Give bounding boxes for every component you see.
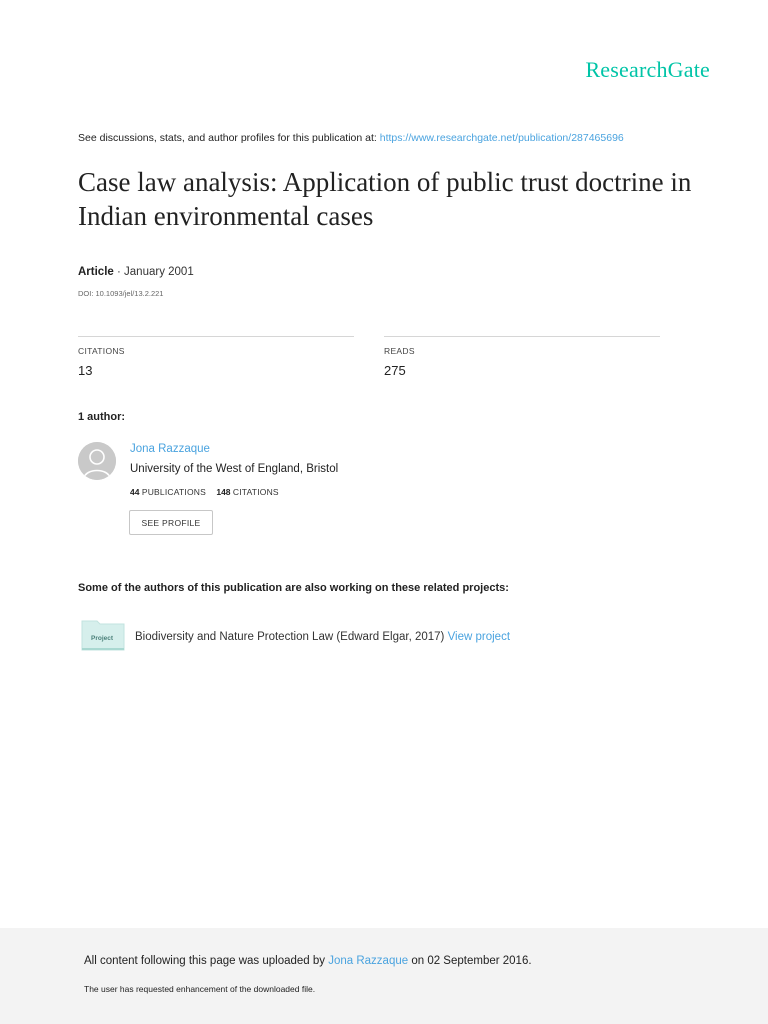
- publication-doi: DOI: 10.1093/jel/13.2.221: [78, 289, 164, 298]
- reads-value: 275: [384, 363, 406, 378]
- project-item: [135, 631, 510, 643]
- project-icon-label: Project: [91, 635, 114, 642]
- upload-info: [84, 955, 532, 967]
- uploader-link[interactable]: Jona Razzaque: [328, 955, 409, 967]
- citations-label: CITATIONS: [78, 346, 125, 356]
- see-profile-button[interactable]: SEE PROFILE: [129, 510, 213, 535]
- user-silhouette-icon[interactable]: [78, 442, 116, 480]
- researchgate-logo[interactable]: ResearchGate: [585, 57, 710, 82]
- view-project-link[interactable]: View project: [447, 631, 511, 643]
- publication-date: January 2001: [124, 266, 194, 278]
- publication-title: Case law analysis: Application of public trust doctrine in Indian environmental cases: [78, 167, 692, 231]
- project-title: Biodiversity and Nature Protection Law (Edward Elgar, 2017): [135, 631, 448, 643]
- author-citations-count: 148: [216, 487, 231, 497]
- citations-stat: [78, 336, 354, 378]
- project-folder-icon[interactable]: [81, 619, 125, 651]
- upload-prefix: All content following this page was uploaded by: [84, 955, 329, 967]
- author-publications-count: 44: [130, 487, 140, 497]
- discussion-line: [78, 132, 624, 144]
- projects-heading: Some of the authors of this publication are also working on these related projects:: [78, 582, 509, 594]
- footer: [0, 928, 768, 1024]
- author-stats: [130, 487, 279, 497]
- reads-label: READS: [384, 346, 415, 356]
- publication-url-link[interactable]: https://www.researchgate.net/publication/287465696: [379, 132, 624, 144]
- citations-value: 13: [78, 363, 93, 378]
- discussion-prefix: See discussions, stats, and author profiles for this publication at:: [78, 132, 380, 144]
- enhancement-note: The user has requested enhancement of the downloaded file.: [84, 984, 316, 994]
- reads-stat: [384, 336, 660, 378]
- authors-heading: 1 author:: [78, 411, 126, 423]
- author-publications-label: PUBLICATIONS: [141, 487, 206, 497]
- publication-type: Article: [78, 266, 114, 278]
- author-citations-label: CITATIONS: [232, 487, 279, 497]
- upload-suffix: on 02 September 2016.: [408, 955, 532, 967]
- author-affiliation: University of the West of England, Bristol: [130, 463, 339, 475]
- meta-separator: ·: [113, 266, 125, 278]
- publication-meta: [78, 266, 194, 278]
- author-name-link[interactable]: Jona Razzaque: [130, 443, 210, 455]
